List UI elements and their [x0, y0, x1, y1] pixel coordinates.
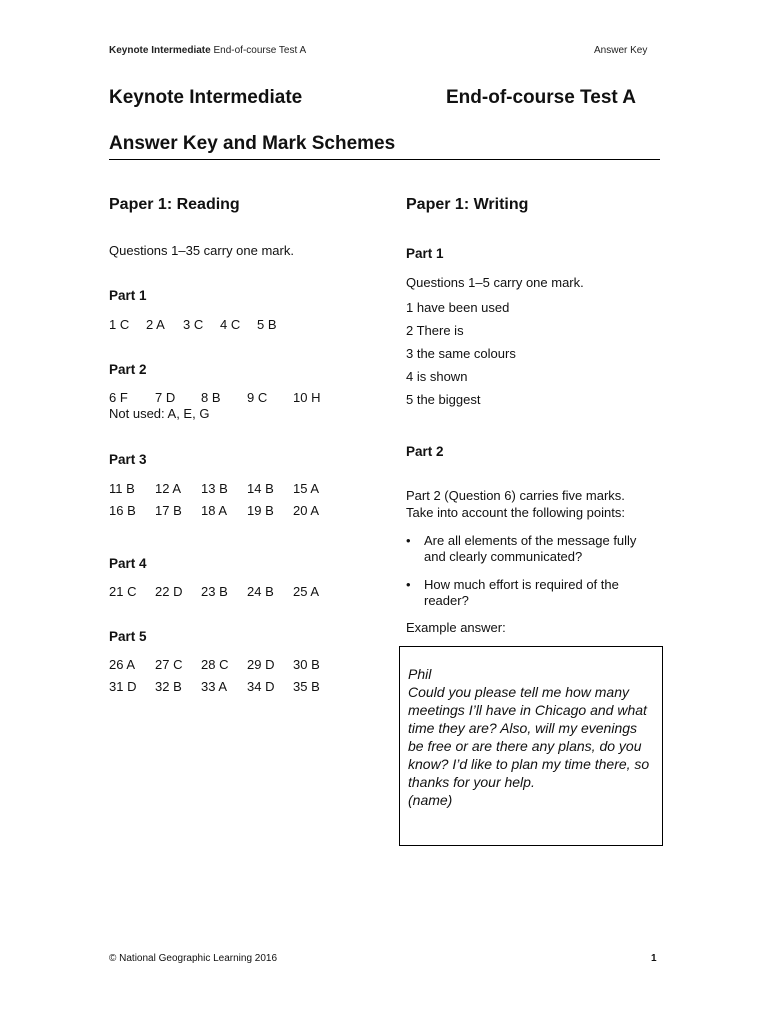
writing-part1-item: 4 is shown	[406, 369, 468, 384]
bullet-dot-icon: •	[406, 533, 411, 548]
writing-part2-label: Part 2	[406, 444, 444, 459]
answer-cell: 6 F	[109, 390, 128, 405]
answer-cell: 32 B	[155, 679, 182, 694]
answer-cell: 35 B	[293, 679, 320, 694]
answer-cell: 17 B	[155, 503, 182, 518]
bullet-dot-icon: •	[406, 577, 411, 592]
answer-cell: 7 D	[155, 390, 176, 405]
answer-cell: 21 C	[109, 584, 137, 599]
writing-heading: Paper 1: Writing	[406, 196, 529, 213]
answer-cell: 1 C	[109, 317, 130, 332]
answer-cell: 15 A	[293, 481, 320, 496]
reading-part1-label: Part 1	[109, 288, 147, 303]
answer-row	[109, 481, 339, 496]
reading-part5-label: Part 5	[109, 629, 147, 644]
reading-part2-label: Part 2	[109, 362, 147, 377]
answer-cell: 9 C	[247, 390, 268, 405]
answer-cell: 27 C	[155, 657, 183, 672]
reading-part4-label: Part 4	[109, 556, 147, 571]
reading-part3-label: Part 3	[109, 452, 147, 467]
copyright-footer: © National Geographic Learning 2016	[109, 953, 278, 964]
writing-part2-bullet	[406, 533, 656, 565]
reading-part4-answers	[109, 584, 339, 606]
answer-cell: 20 A	[293, 503, 320, 518]
answer-cell: 5 B	[257, 317, 277, 332]
example-answer-text: Phil Could you please tell me how many meetings I’ll have in Chicago and what time they are? Also, will my evenings be free or are there any plans, do you know? I’d like to plan my time there, so thanks for your help. (name)	[408, 666, 650, 808]
answer-cell: 12 A	[155, 481, 182, 496]
writing-part1-label: Part 1	[406, 246, 444, 261]
answer-cell: 29 D	[247, 657, 275, 672]
title-left: Keynote Intermediate	[109, 87, 303, 108]
answer-cell: 31 D	[109, 679, 137, 694]
answer-cell: 2 A	[146, 317, 165, 332]
reading-part2-note: Not used: A, E, G	[109, 406, 210, 421]
bullet-text: Are all elements of the message fully and clearly communicated?	[424, 533, 637, 564]
reading-intro: Questions 1–35 carry one mark.	[109, 243, 294, 258]
answer-cell: 16 B	[109, 503, 136, 518]
writing-part2-intro2: Take into account the following points:	[406, 505, 625, 520]
answer-row	[109, 317, 294, 332]
writing-part2-intro1: Part 2 (Question 6) carries five marks.	[406, 488, 625, 503]
answer-cell: 18 A	[201, 503, 228, 518]
bullet-text: How much effort is required of the reader?	[424, 577, 619, 608]
answer-row	[109, 390, 339, 405]
writing-part1-item: 1 have been used	[406, 300, 510, 315]
answer-cell: 22 D	[155, 584, 183, 599]
reading-part3-answers	[109, 481, 339, 525]
example-answer-box	[399, 646, 663, 846]
answer-cell: 34 D	[247, 679, 275, 694]
reading-part5-answers	[109, 657, 339, 701]
answer-row	[109, 584, 339, 599]
reading-heading: Paper 1: Reading	[109, 196, 240, 213]
page-subtitle: Answer Key and Mark Schemes	[109, 133, 396, 154]
answer-cell: 4 C	[220, 317, 241, 332]
running-header-title	[109, 45, 306, 56]
answer-cell: 14 B	[247, 481, 274, 496]
reading-part1-answers	[109, 317, 294, 339]
example-answer-label: Example answer:	[406, 620, 506, 635]
writing-part1-item: 2 There is	[406, 323, 464, 338]
writing-part1-intro: Questions 1–5 carry one mark.	[406, 275, 584, 290]
answer-cell: 25 A	[293, 584, 320, 599]
answer-cell: 23 B	[201, 584, 228, 599]
running-header-rest: End-of-course Test A	[210, 45, 307, 56]
answer-cell: 26 A	[109, 657, 136, 672]
answer-cell: 28 C	[201, 657, 229, 672]
answer-cell: 13 B	[201, 481, 228, 496]
answer-row	[109, 503, 339, 518]
running-header-right: Answer Key	[594, 45, 648, 56]
page-number: 1	[651, 953, 657, 964]
writing-part1-item: 5 the biggest	[406, 392, 481, 407]
answer-cell: 33 A	[201, 679, 228, 694]
answer-row	[109, 657, 339, 672]
answer-row	[109, 679, 339, 694]
answer-cell: 8 B	[201, 390, 221, 405]
answer-cell: 10 H	[293, 390, 321, 405]
title-divider	[109, 159, 660, 160]
answer-cell: 19 B	[247, 503, 274, 518]
answer-cell: 3 C	[183, 317, 204, 332]
writing-part2-bullet	[406, 577, 656, 609]
answer-cell: 24 B	[247, 584, 274, 599]
answer-cell: 11 B	[109, 481, 135, 496]
title-right: End-of-course Test A	[446, 87, 637, 108]
answer-cell: 30 B	[293, 657, 320, 672]
running-header-bold: Keynote Intermediate	[109, 45, 211, 56]
writing-part1-item: 3 the same colours	[406, 346, 516, 361]
